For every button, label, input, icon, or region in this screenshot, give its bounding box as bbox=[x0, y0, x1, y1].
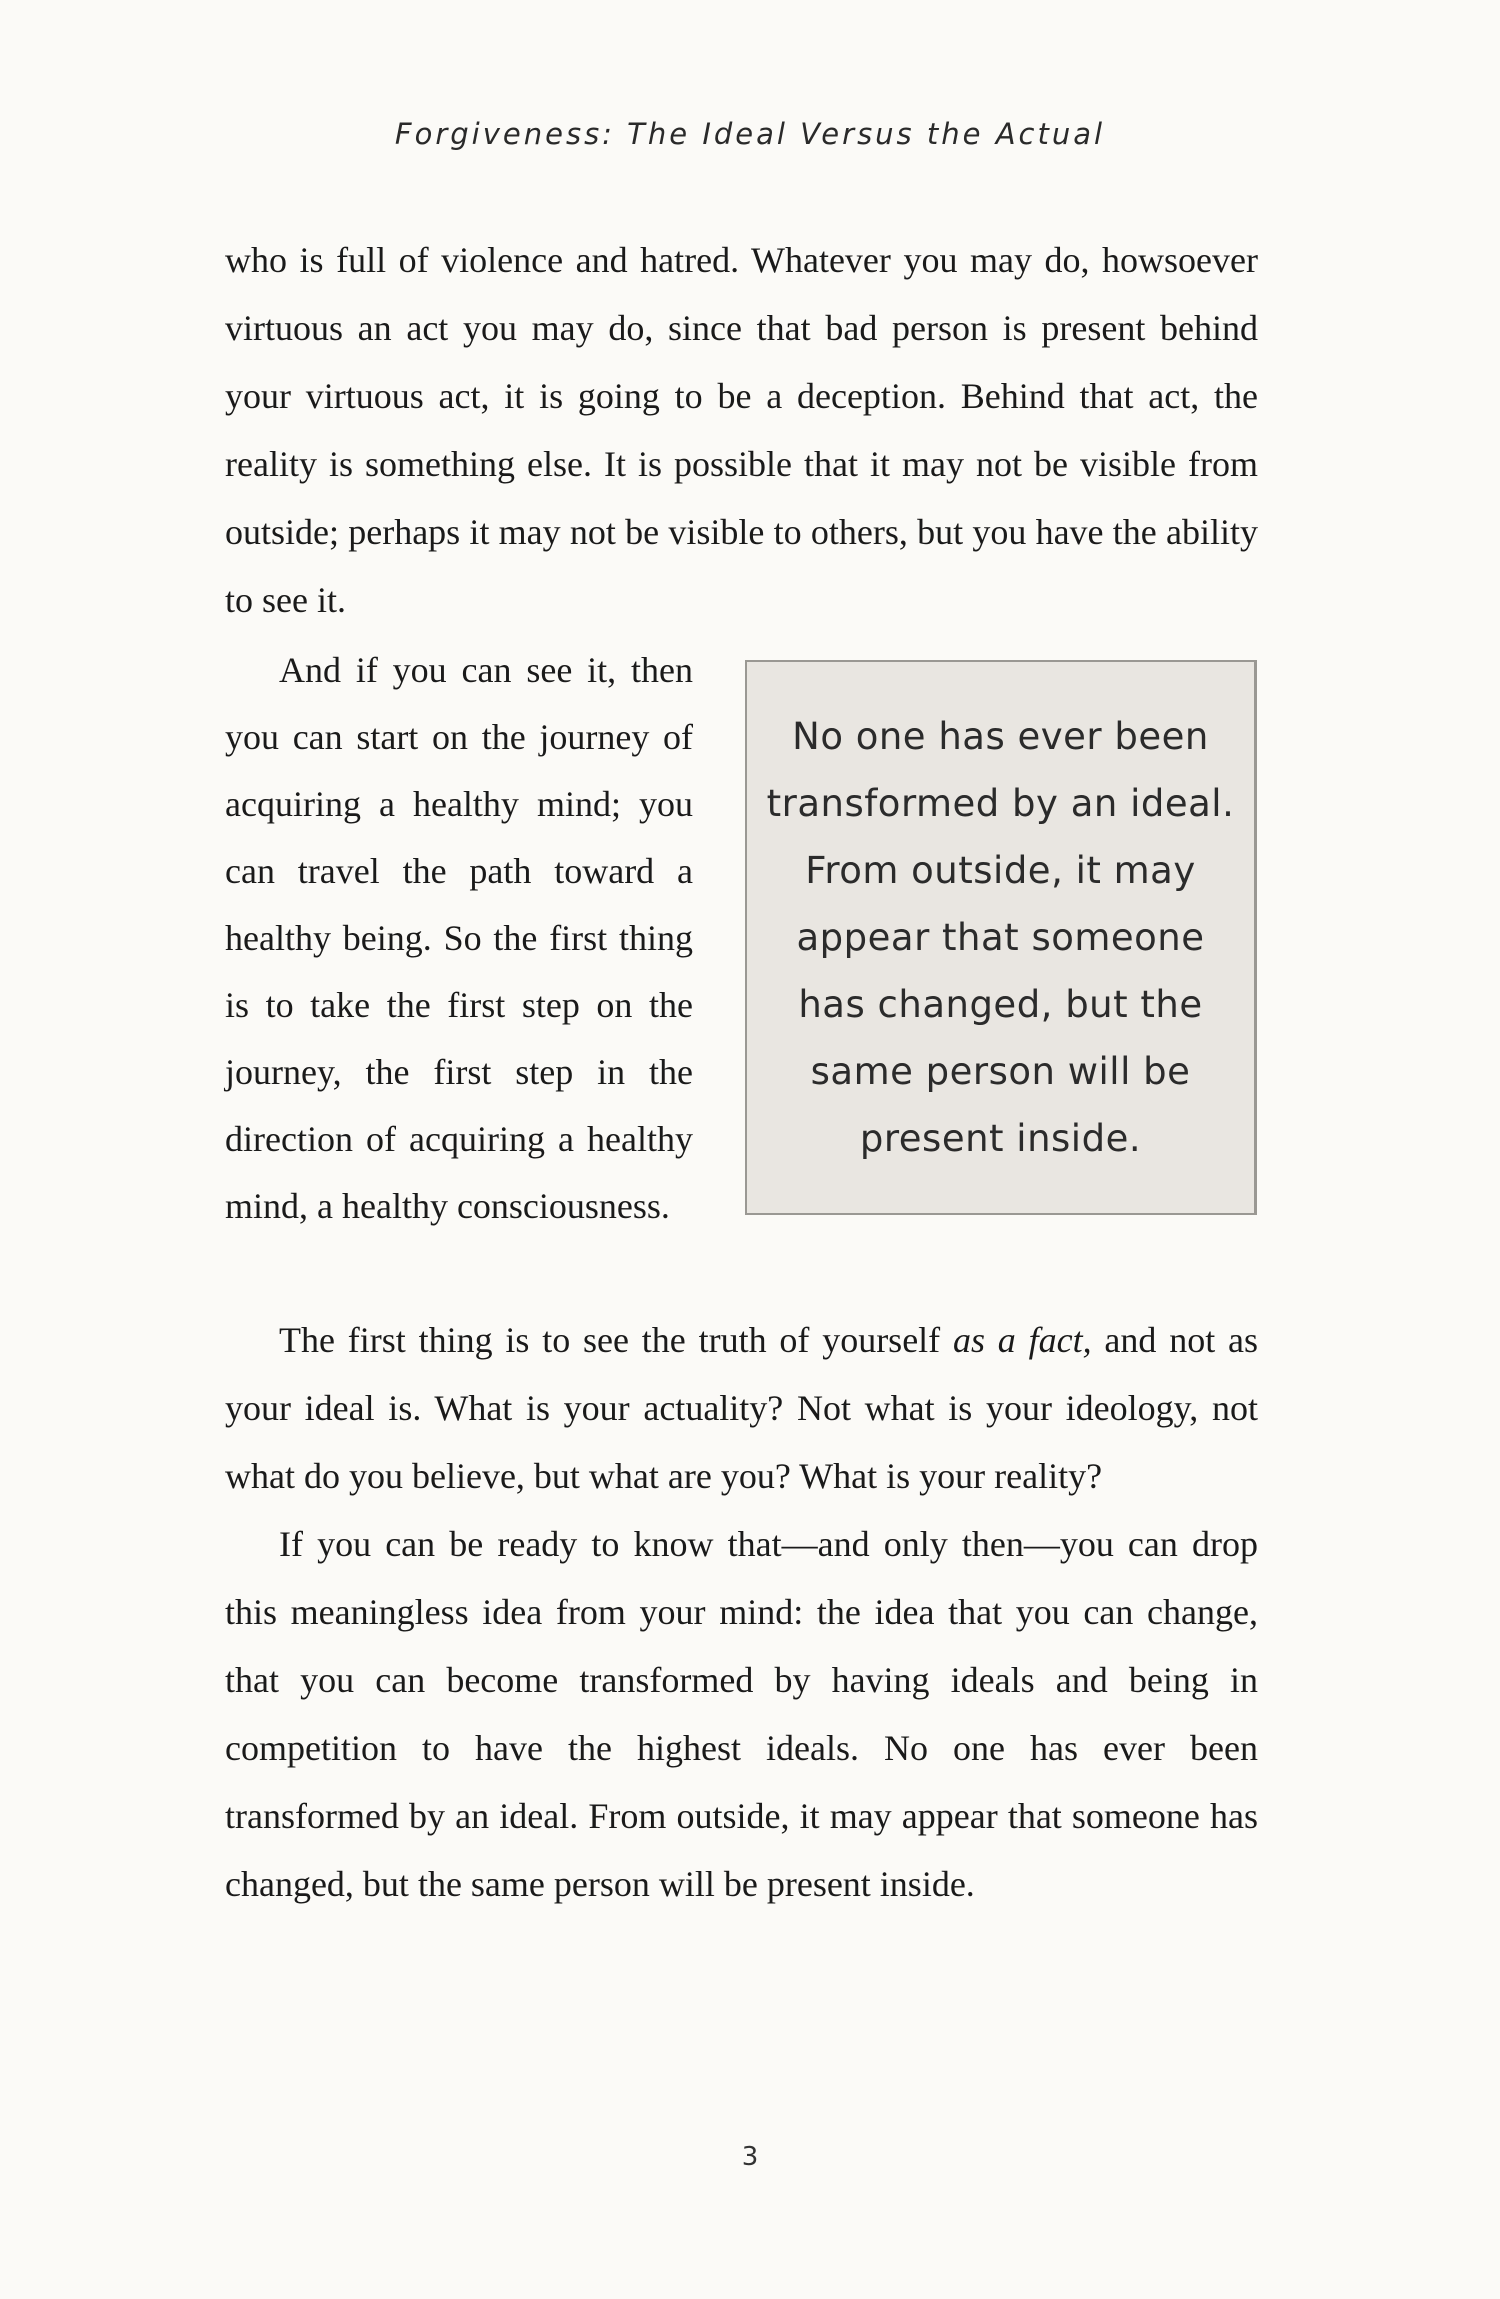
paragraph-3-end: and not as your ideal is. What is your actuality? Not what is your ideology, not what do you believe, but what are you? What is your reality? bbox=[225, 1320, 1259, 1496]
paragraph-4: If you can be ready to know that—and only then—you can drop this meaningless idea from your mind: the idea that you can change, that you can become transformed by having ideals and being in competition to have the highest ideals. No one has ever been transformed by an ideal. From outside, it may appear that someone has changed, but the same person will be present inside. bbox=[225, 1524, 1258, 1904]
paragraph-3-emphasis: as a fact, bbox=[952, 1320, 1092, 1360]
pull-quote-text: No one has ever been transformed by an ideal. From outside, it may appear that someone has changed, but the same person will be present inside. bbox=[766, 715, 1235, 1160]
paragraph-3 bbox=[225, 1306, 1258, 1510]
paragraph-1: who is full of violence and hatred. Whatever you may do, howsoever virtuous an act you may do, since that bad person is present behind your virtuous act, it is going to be a deception. Behind that act, the reality is something else. It is possible that it may not be visible from outside; perhaps it may not be visible to others, but you have the ability to see it. bbox=[225, 240, 1258, 620]
text-block-bottom bbox=[225, 1306, 1258, 1918]
paragraph-3-start: The first thing is to see the truth of yourself bbox=[279, 1320, 953, 1360]
page-number: 3 bbox=[741, 2142, 759, 2172]
running-head: Forgiveness: The Ideal Versus the Actual bbox=[394, 117, 1106, 151]
paragraph-2: And if you can see it, then you can start on the journey of acquiring a healthy mind; you can travel the path toward a healthy being. So the first thing is to take the first step on the journey, the first step in the direction of acquiring a healthy mind, a healthy consciousness. bbox=[225, 650, 693, 1226]
text-block-top bbox=[225, 226, 1258, 634]
pull-quote-box bbox=[745, 660, 1257, 1215]
